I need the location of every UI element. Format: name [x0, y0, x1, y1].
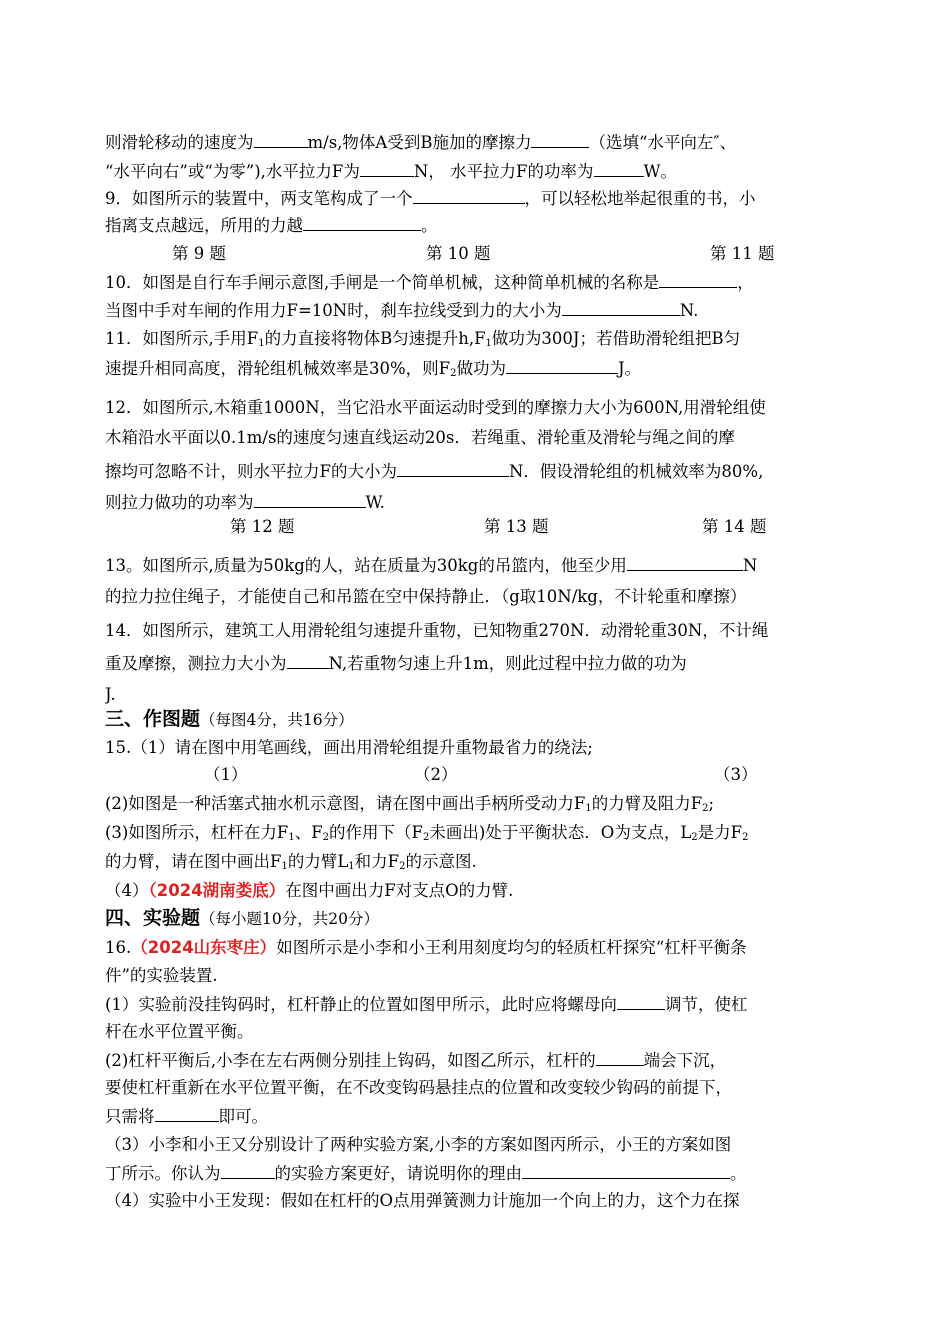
q15-part-2: (2)如图是一种活塞式抽水机示意图，请在图中画出手柄所受动力$F_1$的力臂及阻力$F_2$; — [105, 794, 715, 814]
figure-caption: 第 14 题 — [702, 517, 767, 536]
q9-line-1: 9．如图所示的装置中，两支笔构成了一个 ，可以轻松地举起很重的书，小 — [105, 186, 847, 211]
q12-line-4: 则拉力做功的功率为 W. — [105, 490, 847, 515]
q10-line-2: 当图中手对车闸的作用力F=10N时，刹车拉线受到力的大小为 N. — [105, 298, 847, 323]
figure-caption: 第 13 题 — [484, 517, 549, 536]
source-tag: （2024湖南娄底） — [148, 881, 286, 900]
answer-blank[interactable] — [413, 186, 525, 204]
q16-sub-2-cont2: 只需将 即可。 — [105, 1104, 847, 1129]
answer-blank[interactable] — [155, 1104, 219, 1122]
q8-line-2: “水平向右”或“为零”),水平拉力F为 N， 水平拉力F的功率为 W。 — [105, 159, 847, 184]
q15-part-3: (3)如图所示，杠杆在力$F_1$、$F_2$的作用下（$F_2$未画出)处于平衡状态．O为支点，$L_2$是力$F_2$ — [105, 823, 749, 843]
answer-blank[interactable] — [617, 992, 665, 1010]
q16-line-2: 件”的实验装置. — [105, 966, 218, 985]
figure-caption: 第 11 题 — [710, 244, 775, 263]
answer-blank[interactable] — [627, 553, 743, 571]
q12-line-1: 12．如图所示,木箱重1000N，当它沿水平面运动时受到的摩擦力大小为600N,用滑轮组使 — [105, 398, 766, 417]
q14-line-1: 14．如图所示，建筑工人用滑轮组匀速提升重物，已知物重270N．动滑轮重30N，不计绳 — [105, 621, 769, 640]
q11-line-2: 速提升相同高度，滑轮组机械效率是30%，则$F_2$做功为 J。 — [105, 356, 847, 381]
source-tag: （2024山东枣庄） — [131, 938, 277, 957]
q11-line-1: 11．如图所示,手用$F_1$的力直接将物体B匀速提升$h,F_1$做功为300J；若借助滑轮组把B匀 — [105, 329, 741, 349]
q12-line-3: 擦均可忽略不计，则水平拉力F的大小为 N．假设滑轮组的机械效率为80%, — [105, 459, 847, 484]
q12-line-2: 木箱沿水平面以0.1m/s的速度匀速直线运动20s．若绳重、滑轮重及滑轮与绳之间的摩 — [105, 428, 735, 447]
q14-line-2: 重及摩擦，测拉力大小为 N,若重物匀速上升1m，则此过程中拉力做的功为 — [105, 651, 847, 676]
answer-blank[interactable] — [303, 213, 421, 231]
q14-line-3: J. — [105, 685, 116, 704]
section-heading-3: 三、作图题（每图4分，共16分） — [105, 708, 354, 730]
q16-sub-3-cont: 丁所示。你认为 的实验方案更好，请说明你的理由 。 — [105, 1161, 847, 1186]
q8-line-1: 则滑轮移动的速度为 m/s,物体A受到B施加的摩擦力 （选填“水平向左″、 — [105, 130, 847, 155]
answer-blank[interactable] — [596, 1048, 644, 1066]
figure-caption: 第 10 题 — [426, 244, 491, 263]
answer-blank[interactable] — [594, 159, 644, 177]
q9-line-2: 指离支点越远，所用的力越 。 — [105, 213, 847, 238]
q16-sub-2-cont: 要使杠杆重新在水平位置平衡，在不改变钩码悬挂点的位置和改变较少钩码的前提下， — [105, 1078, 732, 1097]
section-heading-4: 四、实验题（每小题10分，共20分） — [105, 907, 379, 929]
answer-blank[interactable] — [287, 651, 329, 669]
q16-sub-1-cont: 杆在水平位置平衡。 — [105, 1022, 254, 1041]
q15-line-1: 15.（1）请在图中用笔画线，画出用滑轮组提升重物最省力的绕法; — [105, 738, 593, 757]
answer-blank[interactable] — [659, 270, 737, 288]
answer-blank[interactable] — [397, 459, 509, 477]
figure-label: （1） — [204, 765, 248, 784]
q16-sub-2: (2)杠杆平衡后,小李在左右两侧分别挂上钩码，如图乙所示，杠杆的 端会下沉， — [105, 1048, 847, 1073]
answer-blank[interactable] — [360, 159, 414, 177]
answer-blank[interactable] — [506, 356, 618, 374]
q13-line-1: 13。如图所示,质量为50kg的人，站在质量为30kg的吊篮内，他至少用 N — [105, 553, 847, 578]
q15-part-4: （4）（2024湖南娄底）在图中画出力F对支点O的力臂. — [105, 881, 514, 900]
q16-sub-3: （3）小李和小王又分别设计了两种实验方案,小李的方案如图丙所示，小王的方案如图 — [105, 1135, 732, 1154]
q16-sub-1: (1）实验前没挂钩码时，杠杆静止的位置如图甲所示，此时应将螺母向 调节，使杠 — [105, 992, 847, 1017]
answer-blank[interactable] — [254, 490, 366, 508]
answer-blank[interactable] — [531, 130, 589, 148]
figure-label: （3） — [714, 765, 758, 784]
answer-blank[interactable] — [522, 1161, 730, 1179]
answer-blank[interactable] — [221, 1161, 275, 1179]
q16-sub-4: （4）实验中小王发现：假如在杠杆的O点用弹簧测力计施加一个向上的力，这个力在探 — [105, 1191, 740, 1210]
answer-blank[interactable] — [254, 130, 308, 148]
answer-blank[interactable] — [562, 298, 680, 316]
q13-line-2: 的拉力拉住绳子，才能使自己和吊篮在空中保持静止．（g取10N/kg，不计轮重和摩擦） — [105, 587, 747, 606]
q10-line-1: 10．如图是自行车手闸示意图,手闸是一个简单机械，这种简单机械的名称是 ， — [105, 270, 847, 295]
figure-label: （2） — [414, 765, 458, 784]
q16-line-1: 16.（2024山东枣庄）如图所示是小李和小王利用刻度均匀的轻质杠杆探究“杠杆平衡条 — [105, 938, 747, 957]
figure-caption: 第 9 题 — [172, 244, 226, 263]
q15-part-3-cont: 的力臂，请在图中画出$F_1$的力臂$L_1$和力$F_2$的示意图. — [105, 852, 477, 872]
figure-caption: 第 12 题 — [230, 517, 295, 536]
